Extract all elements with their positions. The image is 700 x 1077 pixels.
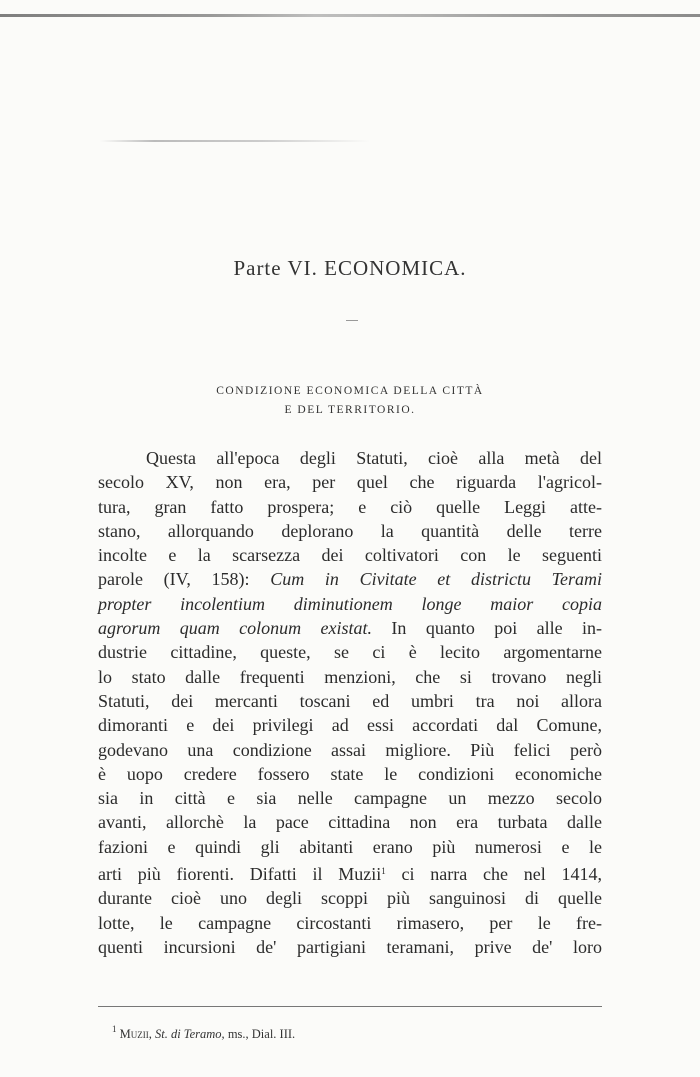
footnote-author: Muzii, bbox=[119, 1027, 152, 1041]
text-line: sia in città e sia nelle campagne un mezzo secolo bbox=[98, 788, 602, 809]
text-line: incolte e la scarsezza dei coltivatori con le seguenti bbox=[98, 545, 602, 566]
text-line: dimoranti e dei privilegi ad essi accordati dal Comune, bbox=[98, 715, 602, 736]
text-line: godevano una condizione assai migliore. Più felici però bbox=[98, 739, 602, 760]
text-line: lo stato dalle frequenti menzioni, che si trovano negli bbox=[98, 666, 602, 687]
latin-quote: agrorum quam colonum existat. bbox=[98, 618, 373, 639]
text-segment: ci narra che nel 1414, bbox=[385, 864, 602, 885]
footnote-rule bbox=[98, 1006, 602, 1007]
body-paragraph bbox=[98, 446, 602, 959]
part-name: ECONOMICA. bbox=[324, 256, 467, 280]
part-numeral: VI. bbox=[287, 256, 318, 280]
text-line: è uopo credere fossero state le condizioni economiche bbox=[98, 763, 602, 784]
text-line bbox=[98, 567, 602, 591]
text-line: Statuti, dei mercanti toscani ed umbri tra noi allora bbox=[98, 690, 602, 711]
text-segment: parole (IV, 158): bbox=[98, 569, 271, 590]
section-heading-line1: CONDIZIONE ECONOMICA DELLA CITTÀ bbox=[216, 385, 484, 397]
text-line: stano, allorquando deplorano la quantità delle terre bbox=[98, 520, 602, 541]
part-title bbox=[0, 256, 700, 281]
faint-rule bbox=[100, 140, 370, 142]
text-line: durante cioè uno degli scoppi più sanguinosi di quelle bbox=[98, 888, 602, 909]
part-prefix: Parte bbox=[233, 256, 282, 280]
text-line: fazioni e quindi gli abitanti erano più numerosi e le bbox=[98, 836, 602, 857]
footnote-marker: 1 bbox=[112, 1024, 117, 1034]
text-segment: arti più fiorenti. Difatti il Muzii bbox=[98, 864, 382, 885]
text-line: tura, gran fatto prospera; e ciò quelle Leggi atte- bbox=[98, 496, 602, 517]
top-scan-rule bbox=[0, 14, 700, 17]
text-line: quenti incursioni de' partigiani teramani, prive de' loro bbox=[98, 936, 602, 957]
text-line bbox=[98, 859, 602, 886]
footnote-ref: 1 bbox=[381, 866, 386, 877]
latin-quote: Cum in Civitate et districtu Terami bbox=[270, 569, 603, 590]
section-heading-line2: E DEL TERRITORIO. bbox=[284, 404, 416, 416]
text-line bbox=[98, 616, 602, 640]
text-line: dustrie cittadine, queste, se ci è lecito argomentarne bbox=[98, 642, 602, 663]
text-line: Questa all'epoca degli Statuti, cioè alla metà del bbox=[146, 448, 602, 468]
footnote bbox=[112, 1024, 295, 1042]
text-line bbox=[98, 592, 602, 616]
divider-dash bbox=[346, 320, 358, 321]
footnote-title: St. di Teramo, bbox=[154, 1027, 225, 1041]
text-line: avanti, allorchè la pace cittadina non era turbata dalle bbox=[98, 812, 602, 833]
latin-quote: propter incolentium diminutionem longe maior copia bbox=[98, 593, 602, 614]
text-line: lotte, le campagne circostanti rimasero, per le fre- bbox=[98, 912, 602, 933]
footnote-rest: ms., Dial. III. bbox=[227, 1027, 296, 1041]
section-heading bbox=[0, 382, 700, 420]
text-line: secolo XV, non era, per quel che riguarda l'agricol- bbox=[98, 472, 602, 493]
text-segment: In quanto poi alle in- bbox=[372, 618, 602, 639]
